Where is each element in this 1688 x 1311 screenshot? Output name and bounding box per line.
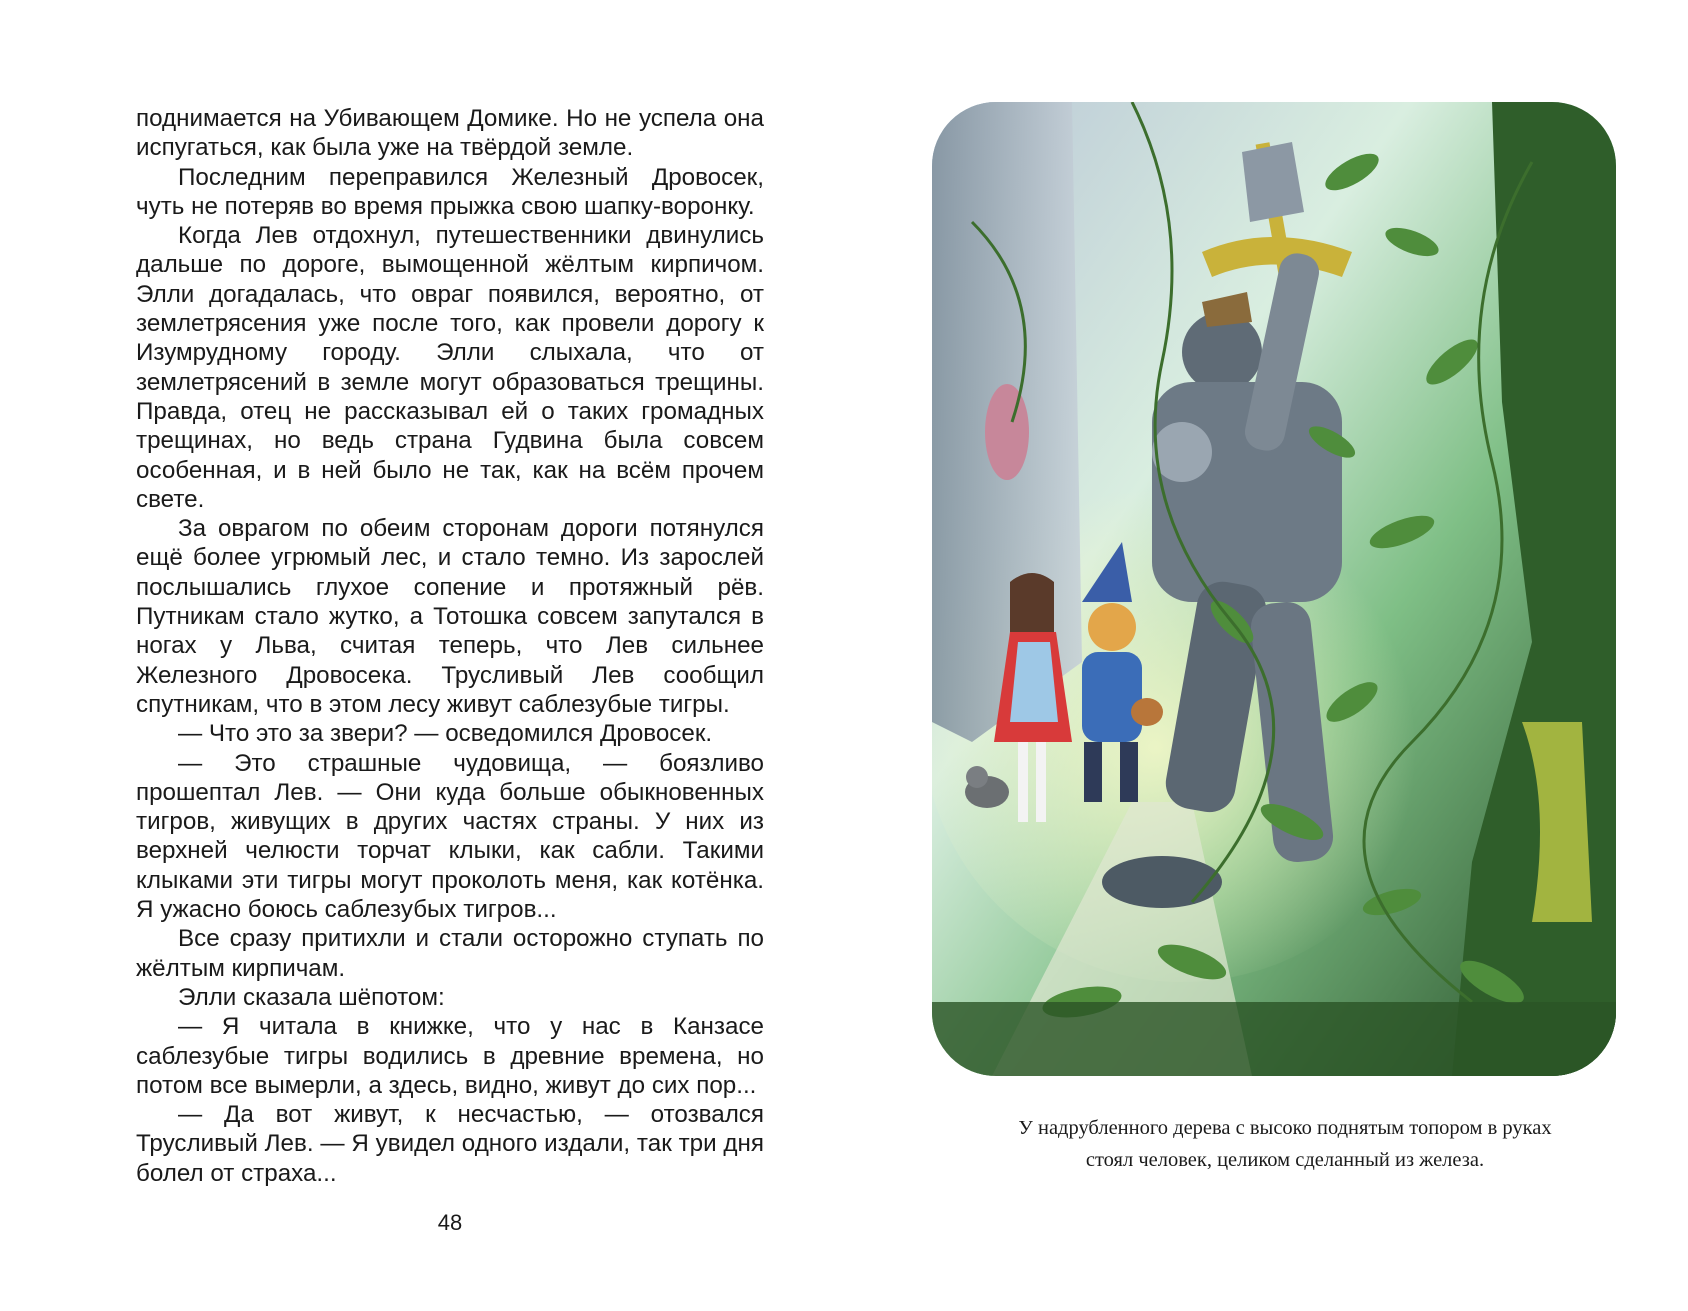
paragraph: Последним переправился Железный Дровосек, чуть не потеряв во время прыжка свою шапку-воронку.: [136, 163, 764, 220]
tin-woodman-illustration: [932, 102, 1616, 1076]
paragraph: Все сразу притихли и стали осторожно ступать по жёлтым кирпичам.: [136, 925, 764, 982]
paragraph: — Что это за звери? — осведомился Дровосек.: [178, 720, 713, 748]
paragraph: поднимается на Убивающем Домике. Но не успела она испугаться, как была уже на твёрдой земле.: [136, 105, 764, 162]
paragraph: Когда Лев отдохнул, путешественники двинулись дальше по дороге, вымощенной жёлтым кирпичом. Элли догадалась, что овраг появился, вероятно, от землетрясения уже после того, как провели дорогу к Изумрудному городу. Элли слыхала, что от землетрясений в земле могут образоваться трещины. Правда, отец не рассказывал ей о таких громадных трещинах, но ведь страна Гудвина была совсем особенная, и в ней было не так, как на всём прочем свете.: [136, 222, 764, 513]
caption-line: стоял человек, целиком сделанный из железа.: [1085, 1149, 1485, 1171]
paragraph: Элли сказала шёпотом:: [178, 983, 445, 1011]
paragraph: — Я читала в книжке, что у нас в Канзасе саблезубые тигры водились в древние времена, но потом все вымерли, а здесь, видно, живут до сих пор...: [136, 1013, 764, 1099]
page-number: 48: [437, 1210, 463, 1235]
left-page-text: [136, 104, 764, 1188]
paragraph: — Это страшные чудовища, — боязливо прошептал Лев. — Они куда больше обыкновенных тигров, живущих в других частях страны. У них из верхней челюсти торчат клыки, как сабли. Такими клыками эти тигры могут проколоть меня, как котёнка. Я ужасно боюсь саблезубых тигров...: [136, 749, 764, 924]
illustration-caption: [940, 1112, 1630, 1176]
paragraph: За оврагом по обеим сторонам дороги потянулся ещё более угрюмый лес, и стало темно. Из зарослей послышались глухое сопение и протяжный рёв. Путникам стало жутко, а Тотошка совсем запутался в ногах у Льва, считая теперь, что Лев сильнее Железного Дровосека. Трусливый Лев сообщил спутникам, что в этом лесу живут саблезубые тигры.: [136, 515, 764, 718]
paragraph: — Да вот живут, к несчастью, — отозвался Трусливый Лев. — Я увидел одного издали, так три дня болел от страха...: [136, 1101, 764, 1187]
caption-line: У надрубленного дерева с высоко поднятым топором в руках: [1018, 1117, 1552, 1139]
